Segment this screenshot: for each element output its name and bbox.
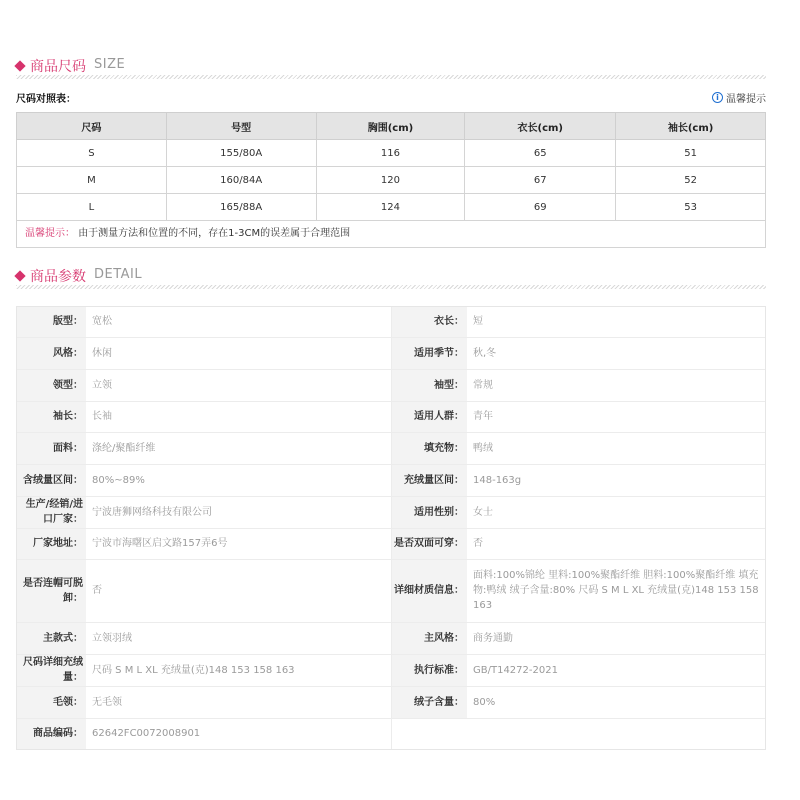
size-cell: 124 — [316, 194, 465, 221]
table-row — [16, 718, 766, 749]
table-row — [16, 306, 766, 337]
size-header-cell: 号型 — [166, 113, 316, 140]
size-section-header — [16, 54, 766, 78]
table-row — [17, 140, 766, 167]
size-cell: 155/80A — [166, 140, 316, 167]
detail-title-cn: 商品参数 — [30, 269, 86, 285]
size-cell: 160/84A — [166, 167, 316, 194]
size-table — [16, 112, 766, 221]
detail-label: 版型： — [16, 306, 86, 337]
table-row — [16, 686, 766, 718]
detail-label: 领型： — [16, 369, 86, 401]
detail-label: 商品编码： — [16, 718, 86, 749]
detail-value: 秋,冬 — [467, 337, 766, 369]
size-note-text: 由于测量方法和位置的不同，存在1-3CM的误差属于合理范围 — [78, 228, 351, 239]
detail-label: 主款式： — [16, 622, 86, 654]
detail-label: 详细材质信息： — [391, 559, 467, 622]
detail-label: 风格： — [16, 337, 86, 369]
detail-value: 鸭绒 — [467, 432, 766, 464]
table-row — [16, 654, 766, 686]
detail-value: 否 — [467, 528, 766, 559]
table-row — [16, 432, 766, 464]
detail-value: 常规 — [467, 369, 766, 401]
size-cell: 120 — [316, 167, 465, 194]
detail-label: 毛领： — [16, 686, 86, 718]
detail-label: 袖型： — [391, 369, 467, 401]
info-icon: i — [712, 92, 723, 103]
detail-label: 面料： — [16, 432, 86, 464]
table-row — [17, 194, 766, 221]
detail-label: 是否双面可穿： — [391, 528, 467, 559]
detail-label — [391, 718, 467, 749]
detail-label: 尺码详细充绒量： — [16, 654, 86, 686]
detail-label: 厂家地址： — [16, 528, 86, 559]
detail-value: 62642FC0072008901 — [86, 718, 391, 749]
detail-value: 休闲 — [86, 337, 391, 369]
detail-value: 青年 — [467, 401, 766, 432]
table-row — [16, 337, 766, 369]
detail-label: 是否连帽可脱卸： — [16, 559, 86, 622]
size-title-cn: 商品尺码 — [30, 59, 86, 75]
detail-value: 无毛领 — [86, 686, 391, 718]
detail-value: 涤纶/聚酯纤维 — [86, 432, 391, 464]
detail-value: GB/T14272-2021 — [467, 654, 766, 686]
table-row — [17, 167, 766, 194]
detail-title-en: DETAIL — [94, 267, 143, 282]
section-divider — [16, 285, 766, 289]
detail-label: 填充物： — [391, 432, 467, 464]
size-cell: S — [17, 140, 167, 167]
detail-label: 适用季节： — [391, 337, 467, 369]
detail-label: 含绒量区间： — [16, 464, 86, 496]
table-row — [16, 622, 766, 654]
detail-value — [467, 718, 766, 749]
size-cell: 65 — [465, 140, 616, 167]
detail-value: 宁波唐狮网络科技有限公司 — [86, 496, 391, 528]
detail-label: 绒子含量： — [391, 686, 467, 718]
detail-label: 主风格： — [391, 622, 467, 654]
size-header-cell: 袖长(cm) — [616, 113, 766, 140]
size-cell: 69 — [465, 194, 616, 221]
size-cell: M — [17, 167, 167, 194]
size-table-caption: 尺码对照表： — [16, 94, 76, 105]
detail-value: 面料:100%锦纶 里料:100%聚酯纤维 胆料:100%聚酯纤维 填充物:鸭绒 绒子含量:80% 尺码 S M L XL 充绒量(克)148 153 158 163 — [467, 559, 766, 622]
tip-link-label: 温馨提示 — [726, 94, 766, 105]
detail-label: 适用人群： — [391, 401, 467, 432]
diamond-icon — [14, 270, 25, 281]
diamond-icon — [14, 60, 25, 71]
size-cell: 116 — [316, 140, 465, 167]
size-note — [16, 220, 766, 248]
detail-section-header — [16, 264, 766, 288]
table-row — [16, 559, 766, 622]
tip-link[interactable] — [712, 90, 766, 105]
detail-label: 衣长： — [391, 306, 467, 337]
detail-label: 充绒量区间： — [391, 464, 467, 496]
size-header-cell: 尺码 — [17, 113, 167, 140]
size-note-label: 温馨提示： — [25, 228, 75, 239]
detail-value: 148-163g — [467, 464, 766, 496]
size-cell: 165/88A — [166, 194, 316, 221]
detail-label: 袖长： — [16, 401, 86, 432]
table-row — [16, 464, 766, 496]
size-cell: 52 — [616, 167, 766, 194]
detail-value: 80% — [467, 686, 766, 718]
size-cell: L — [17, 194, 167, 221]
detail-value: 宁波市海曙区启文路157弄6号 — [86, 528, 391, 559]
size-title-en: SIZE — [94, 57, 126, 72]
detail-value: 尺码 S M L XL 充绒量(克)148 153 158 163 — [86, 654, 391, 686]
size-table-header-row — [17, 113, 766, 140]
size-cell: 67 — [465, 167, 616, 194]
table-row — [16, 401, 766, 432]
table-row — [16, 369, 766, 401]
size-cell: 51 — [616, 140, 766, 167]
size-cell: 53 — [616, 194, 766, 221]
detail-value: 女士 — [467, 496, 766, 528]
detail-label: 适用性别： — [391, 496, 467, 528]
detail-value: 短 — [467, 306, 766, 337]
table-row — [16, 528, 766, 559]
detail-table — [16, 306, 766, 750]
detail-value: 宽松 — [86, 306, 391, 337]
size-header-cell: 衣长(cm) — [465, 113, 616, 140]
size-header-cell: 胸围(cm) — [316, 113, 465, 140]
section-divider — [16, 75, 766, 79]
detail-value: 商务通勤 — [467, 622, 766, 654]
detail-label: 生产/经销/进口厂家： — [16, 496, 86, 528]
detail-value: 否 — [86, 559, 391, 622]
detail-value: 80%~89% — [86, 464, 391, 496]
table-row — [16, 496, 766, 528]
detail-label: 执行标准： — [391, 654, 467, 686]
detail-value: 立领羽绒 — [86, 622, 391, 654]
detail-value: 立领 — [86, 369, 391, 401]
detail-value: 长袖 — [86, 401, 391, 432]
